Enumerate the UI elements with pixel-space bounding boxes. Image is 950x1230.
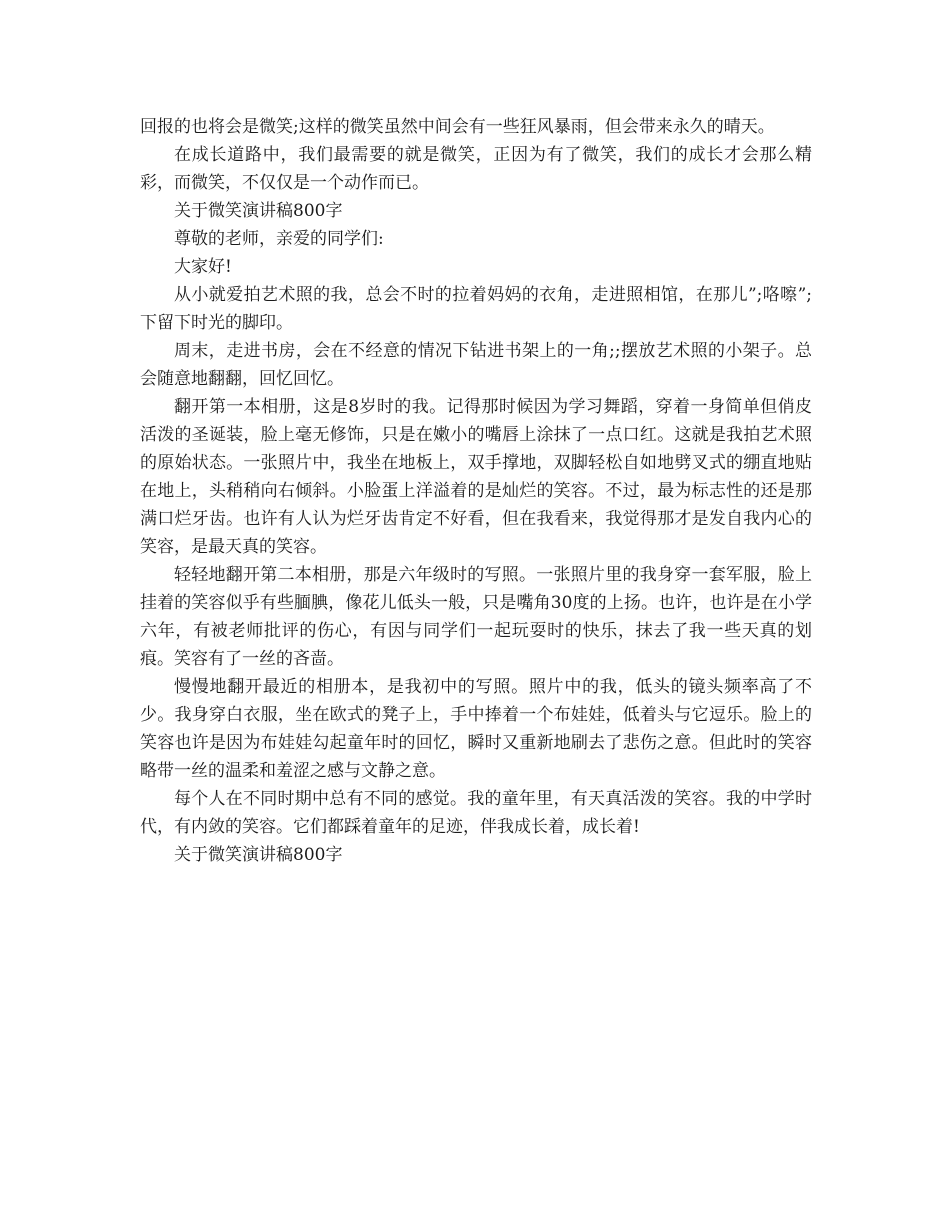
- paragraph-continuation: 回报的也将会是微笑;这样的微笑虽然中间会有一些狂风暴雨，但会带来永久的晴天。: [140, 117, 775, 137]
- paragraph: 翻开第一本相册，这是8岁时的我。记得那时候因为学习舞蹈，穿着一身简单但俏皮活泼的圣诞装，脸上毫无修饰，只是在嫩小的嘴唇上涂抹了一点口红。这就是我拍艺术照的原始状态。一张照片中，我坐在地板上，双手撑地，双脚轻松自如地劈叉式的绷直地贴在地上，头稍稍向右倾斜。小脸蛋上洋溢着的是灿烂的笑容。不过，最为标志性的还是那满口烂牙齿。也许有人认为烂牙齿肯定不好看，但在我看来，我觉得那才是发自我内心的笑容，是最天真的笑容。: [140, 397, 812, 557]
- paragraph: 每个人在不同时期中总有不同的感觉。我的童年里，有天真活泼的笑容。我的中学时代，有内敛的笑容。它们都踩着童年的足迹，伴我成长着，成长着!: [140, 789, 812, 837]
- greeting: 大家好!: [174, 257, 232, 277]
- salutation: 尊敬的老师，亲爱的同学们:: [174, 229, 384, 249]
- paragraph: 轻轻地翻开第二本相册，那是六年级时的写照。一张照片里的我身穿一套军服，脸上挂着的笑容似乎有些腼腆，像花儿低头一般，只是嘴角30度的上扬。也许，也许是在小学六年，有被老师批评的伤心，有因与同学们一起玩耍时的快乐，抹去了我一些天真的划痕。笑容有了一丝的吝啬。: [140, 565, 812, 669]
- paragraph: 周末，走进书房，会在不经意的情况下钻进书架上的一角;;摆放艺术照的小架子。总会随意地翻翻，回忆回忆。: [140, 341, 812, 389]
- paragraph: 从小就爱拍艺术照的我，总会不时的拉着妈妈的衣角，走进照相馆，在那儿”;咯嚓”;下留下时光的脚印。: [140, 285, 812, 333]
- paragraph: 在成长道路中，我们最需要的就是微笑，正因为有了微笑，我们的成长才会那么精彩，而微笑，不仅仅是一个动作而已。: [140, 145, 812, 193]
- section-heading: 关于微笑演讲稿800字: [174, 845, 343, 865]
- section-heading: 关于微笑演讲稿800字: [174, 201, 343, 221]
- paragraph: 慢慢地翻开最近的相册本，是我初中的写照。照片中的我，低头的镜头频率高了不少。我身穿白衣服，坐在欧式的凳子上，手中捧着一个布娃娃，低着头与它逗乐。脸上的笑容也许是因为布娃娃勾起童年时的回忆，瞬时又重新地刷去了悲伤之意。但此时的笑容略带一丝的温柔和羞涩之感与文静之意。: [140, 677, 812, 781]
- document-body: [140, 113, 812, 869]
